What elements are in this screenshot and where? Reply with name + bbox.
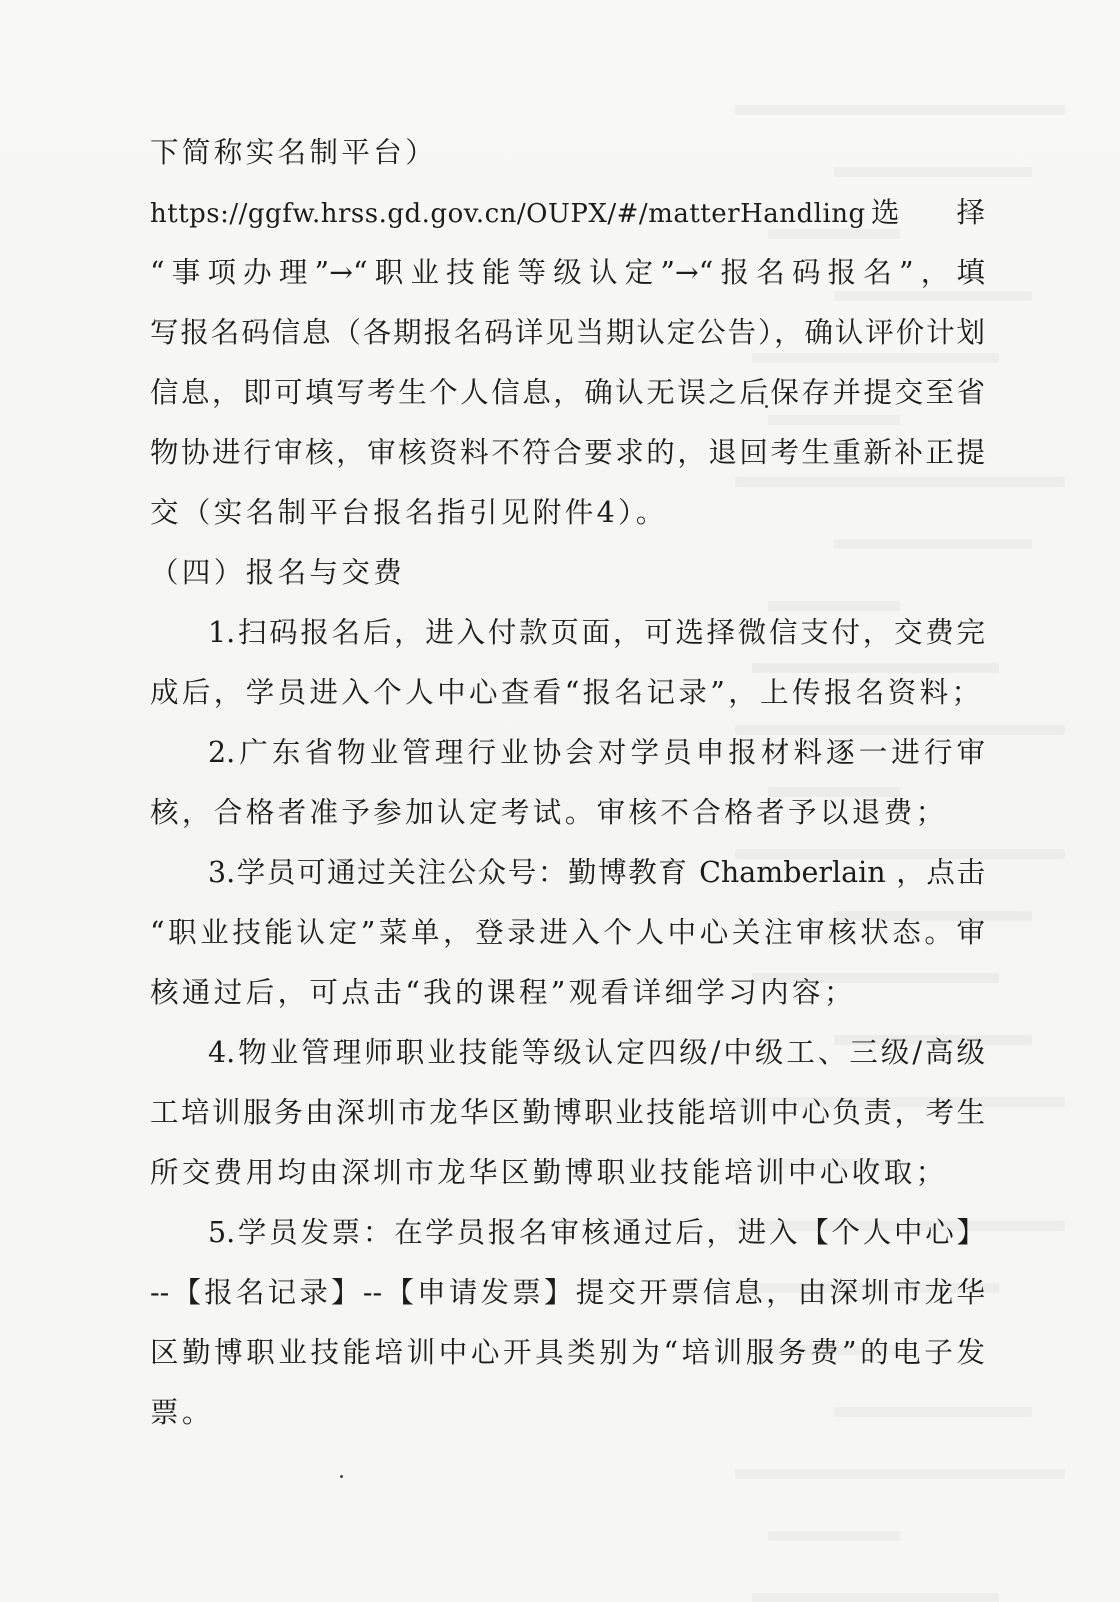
- text-line: --【报名记录】--【申请发票】提交开票信息，由深圳市龙华: [150, 1276, 985, 1309]
- text-line: 信息，即可填写考生个人信息，确认无误之后保存并提交至省: [150, 376, 985, 409]
- text-line: 写报名码信息（各期报名码详见当期认定公告），确认评价计划: [150, 316, 985, 349]
- url-line: [150, 183, 1009, 243]
- section-heading: （四）报名与交费: [150, 556, 406, 589]
- list-item-4: 4.物业管理师职业技能等级认定四级/中级工、三级/高级: [208, 1036, 985, 1069]
- list-item-2: 2.广东省物业管理行业协会对学员申报材料逐一进行审: [208, 736, 985, 769]
- body-text: [150, 123, 1009, 1443]
- list-item-1: 1.扫码报名后，进入付款页面，可选择微信支付，交费完: [208, 616, 985, 649]
- url-suffix-text: 选 择: [870, 196, 1009, 229]
- text-line: 成后，学员进入个人中心查看“报名记录”，上传报名资料；: [150, 676, 984, 709]
- text-line: “职业技能认定”菜单，登录进入个人中心关注审核状态。审: [150, 916, 985, 949]
- text-line: 工培训服务由深圳市龙华区勤博职业技能培训中心负责，考生: [150, 1096, 985, 1129]
- registration-url: https://ggfw.hrss.gd.gov.cn/OUPX/#/matterHandling: [150, 199, 866, 229]
- list-item-5: 5.学员发票：在学员报名审核通过后，进入【个人中心】: [208, 1216, 985, 1249]
- text-line: “事项办理”→“职业技能等级认定”→“报名码报名”，填: [150, 256, 985, 289]
- text-line: 所交费用均由深圳市龙华区勤博职业技能培训中心收取；: [150, 1156, 948, 1189]
- list-item-3: 3.学员可通过关注公众号：勤博教育 Chamberlain ，点击: [208, 856, 985, 889]
- text-line: 核，合格者准予参加认定考试。审核不合格者予以退费；: [150, 796, 948, 829]
- text-line: 下简称实名制平台）: [150, 136, 438, 169]
- text-line: 区勤博职业技能培训中心开具类别为“培训服务费”的电子发: [150, 1336, 985, 1369]
- text-line: 票。: [150, 1396, 214, 1429]
- scan-speck: [340, 1475, 343, 1478]
- text-line: 物协进行审核，审核资料不符合要求的，退回考生重新补正提: [150, 436, 985, 469]
- text-line: 交（实名制平台报名指引见附件4）。: [150, 496, 668, 529]
- text-line: 核通过后，可点击“我的课程”观看详细学习内容；: [150, 976, 856, 1009]
